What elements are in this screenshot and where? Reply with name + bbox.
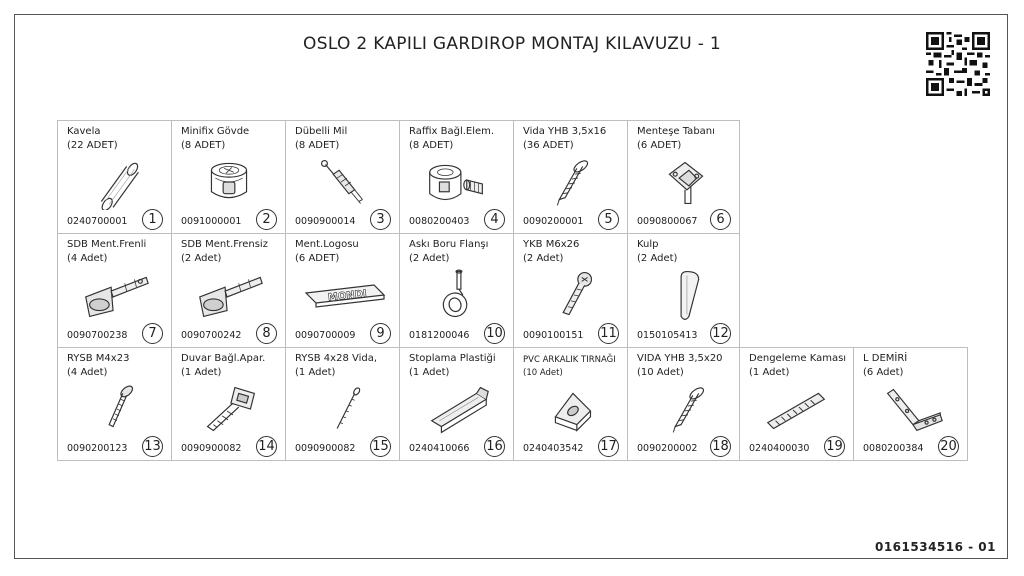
part-name: Raffix Bağl.Elem.: [409, 126, 495, 137]
part-quantity: (6 Adet): [863, 367, 904, 378]
part-name: SDB Ment.Frenli: [67, 239, 147, 250]
part-cell-6: [627, 120, 740, 234]
part-cell-1: [57, 120, 172, 234]
rail-flange-icon: [418, 267, 496, 323]
dowel-bolt-icon: [304, 154, 382, 210]
part-code: 0090800067: [637, 216, 698, 227]
soft-close-hinge-icon: [76, 267, 154, 323]
part-code: 0150105413: [637, 330, 698, 341]
part-number-badge: 12: [710, 323, 731, 344]
part-quantity: (6 ADET): [637, 140, 682, 151]
part-cell-3: [285, 120, 400, 234]
bolt-icon: [532, 267, 610, 323]
l-bracket-icon: [872, 381, 950, 437]
screw-icon: [532, 154, 610, 210]
part-quantity: (8 ADET): [295, 140, 340, 151]
screw-icon: [646, 381, 724, 437]
part-number-badge: 4: [484, 209, 505, 230]
minifix-cam-icon: [190, 154, 268, 210]
part-quantity: (22 ADET): [67, 140, 118, 151]
part-cell-11: [513, 233, 628, 348]
raffix-connector-icon: [418, 154, 496, 210]
part-quantity: (2 Adet): [409, 253, 450, 264]
part-cell-15: [285, 347, 400, 461]
part-name: Ment.Logosu: [295, 239, 359, 250]
part-cell-12: [627, 233, 740, 348]
part-name: L DEMİRİ: [863, 353, 908, 364]
part-name: RYSB M4x23: [67, 353, 130, 364]
part-code: 0240400030: [749, 443, 810, 454]
part-number-badge: 3: [370, 209, 391, 230]
part-cell-2: [171, 120, 286, 234]
part-cell-5: [513, 120, 628, 234]
part-number-badge: 1: [142, 209, 163, 230]
part-code: 0090700238: [67, 330, 128, 341]
part-name: Duvar Bağl.Apar.: [181, 353, 266, 364]
part-number-badge: 7: [142, 323, 163, 344]
part-name: Askı Boru Flanşı: [409, 239, 489, 250]
part-quantity: (4 Adet): [67, 367, 108, 378]
part-name: RYSB 4x28 Vida,: [295, 353, 378, 364]
part-code: 0181200046: [409, 330, 470, 341]
part-number-badge: 8: [256, 323, 277, 344]
part-quantity: (8 ADET): [409, 140, 454, 151]
part-cell-20: [853, 347, 968, 461]
part-code: 0080200384: [863, 443, 924, 454]
document-number: 0161534516 - 01: [874, 540, 996, 554]
part-number-badge: 13: [142, 436, 163, 457]
part-name: Dübelli Mil: [295, 126, 348, 137]
part-code: 0240700001: [67, 216, 128, 227]
part-name: Vida YHB 3,5x16: [523, 126, 607, 137]
part-quantity: (2 Adet): [637, 253, 678, 264]
part-cell-16: [399, 347, 514, 461]
leveling-wedge-icon: [758, 381, 836, 437]
part-number-badge: 14: [256, 436, 277, 457]
part-number-badge: 15: [370, 436, 391, 457]
part-code: 0090200002: [637, 443, 698, 454]
part-cell-8: [171, 233, 286, 348]
hinge-logo-cap-icon: [300, 267, 388, 323]
part-quantity: (1 Adet): [409, 367, 450, 378]
qr-code-icon: [926, 32, 990, 96]
machine-screw-icon: [76, 381, 154, 437]
part-number-badge: 2: [256, 209, 277, 230]
part-quantity: (1 Adet): [295, 367, 336, 378]
part-number-badge: 17: [598, 436, 619, 457]
part-quantity: (4 Adet): [67, 253, 108, 264]
long-screw-icon: [304, 381, 382, 437]
part-quantity: (1 Adet): [181, 367, 222, 378]
part-number-badge: 20: [938, 436, 959, 457]
handle-icon: [646, 267, 724, 323]
part-code: 0090200001: [523, 216, 584, 227]
part-cell-4: [399, 120, 514, 234]
part-quantity: (10 Adet): [523, 368, 563, 378]
part-code: 0090900014: [295, 216, 356, 227]
part-code: 0240410066: [409, 443, 470, 454]
part-quantity: (36 ADET): [523, 140, 574, 151]
part-number-badge: 16: [484, 436, 505, 457]
dowel-icon: [76, 154, 154, 210]
part-number-badge: 6: [710, 209, 731, 230]
part-name: VIDA YHB 3,5x20: [637, 353, 723, 364]
part-name: YKB M6x26: [523, 239, 580, 250]
part-cell-17: [513, 347, 628, 461]
part-quantity: (8 ADET): [181, 140, 226, 151]
part-number-badge: 9: [370, 323, 391, 344]
part-cell-13: [57, 347, 172, 461]
part-cell-18: [627, 347, 740, 461]
part-quantity: (1 Adet): [749, 367, 790, 378]
part-name: SDB Ment.Frensiz: [181, 239, 268, 250]
part-name: Kulp: [637, 239, 659, 250]
part-number-badge: 11: [598, 323, 619, 344]
page-title: OSLO 2 KAPILI GARDIROP MONTAJ KILAVUZU - 1: [303, 34, 721, 54]
hinge-plate-icon: [646, 154, 724, 210]
part-quantity: (10 Adet): [637, 367, 684, 378]
part-cell-19: [739, 347, 854, 461]
part-code: 0091000001: [181, 216, 242, 227]
part-number-badge: 5: [598, 209, 619, 230]
part-cell-14: [171, 347, 286, 461]
part-cell-9: [285, 233, 400, 348]
part-name: Minifix Gövde: [181, 126, 250, 137]
part-code: 0090200123: [67, 443, 128, 454]
part-number-badge: 19: [824, 436, 845, 457]
part-cell-10: [399, 233, 514, 348]
back-panel-clip-icon: [532, 381, 610, 437]
part-name: Kavela: [67, 126, 101, 137]
part-quantity: (6 ADET): [295, 253, 340, 264]
part-number-badge: 18: [710, 436, 731, 457]
part-number-badge: 10: [484, 323, 505, 344]
hinge-icon: [190, 267, 268, 323]
part-cell-7: [57, 233, 172, 348]
part-name: Menteşe Tabanı: [637, 126, 715, 137]
stopper-plastic-icon: [418, 381, 496, 437]
part-code: 0090900082: [181, 443, 242, 454]
part-quantity: (2 Adet): [181, 253, 222, 264]
mondi-logo: MONDI: [327, 288, 368, 304]
part-code: 0090900082: [295, 443, 356, 454]
part-name: Dengeleme Kaması: [749, 353, 847, 364]
part-code: 0090700242: [181, 330, 242, 341]
part-name: Stoplama Plastiği: [409, 353, 496, 364]
part-code: 0090100151: [523, 330, 584, 341]
part-name: PVC ARKALIK TIRNAĞI: [523, 355, 616, 365]
wall-bracket-icon: [190, 381, 268, 437]
part-code: 0240403542: [523, 443, 584, 454]
part-quantity: (2 Adet): [523, 253, 564, 264]
part-code: 0080200403: [409, 216, 470, 227]
part-code: 0090700009: [295, 330, 356, 341]
